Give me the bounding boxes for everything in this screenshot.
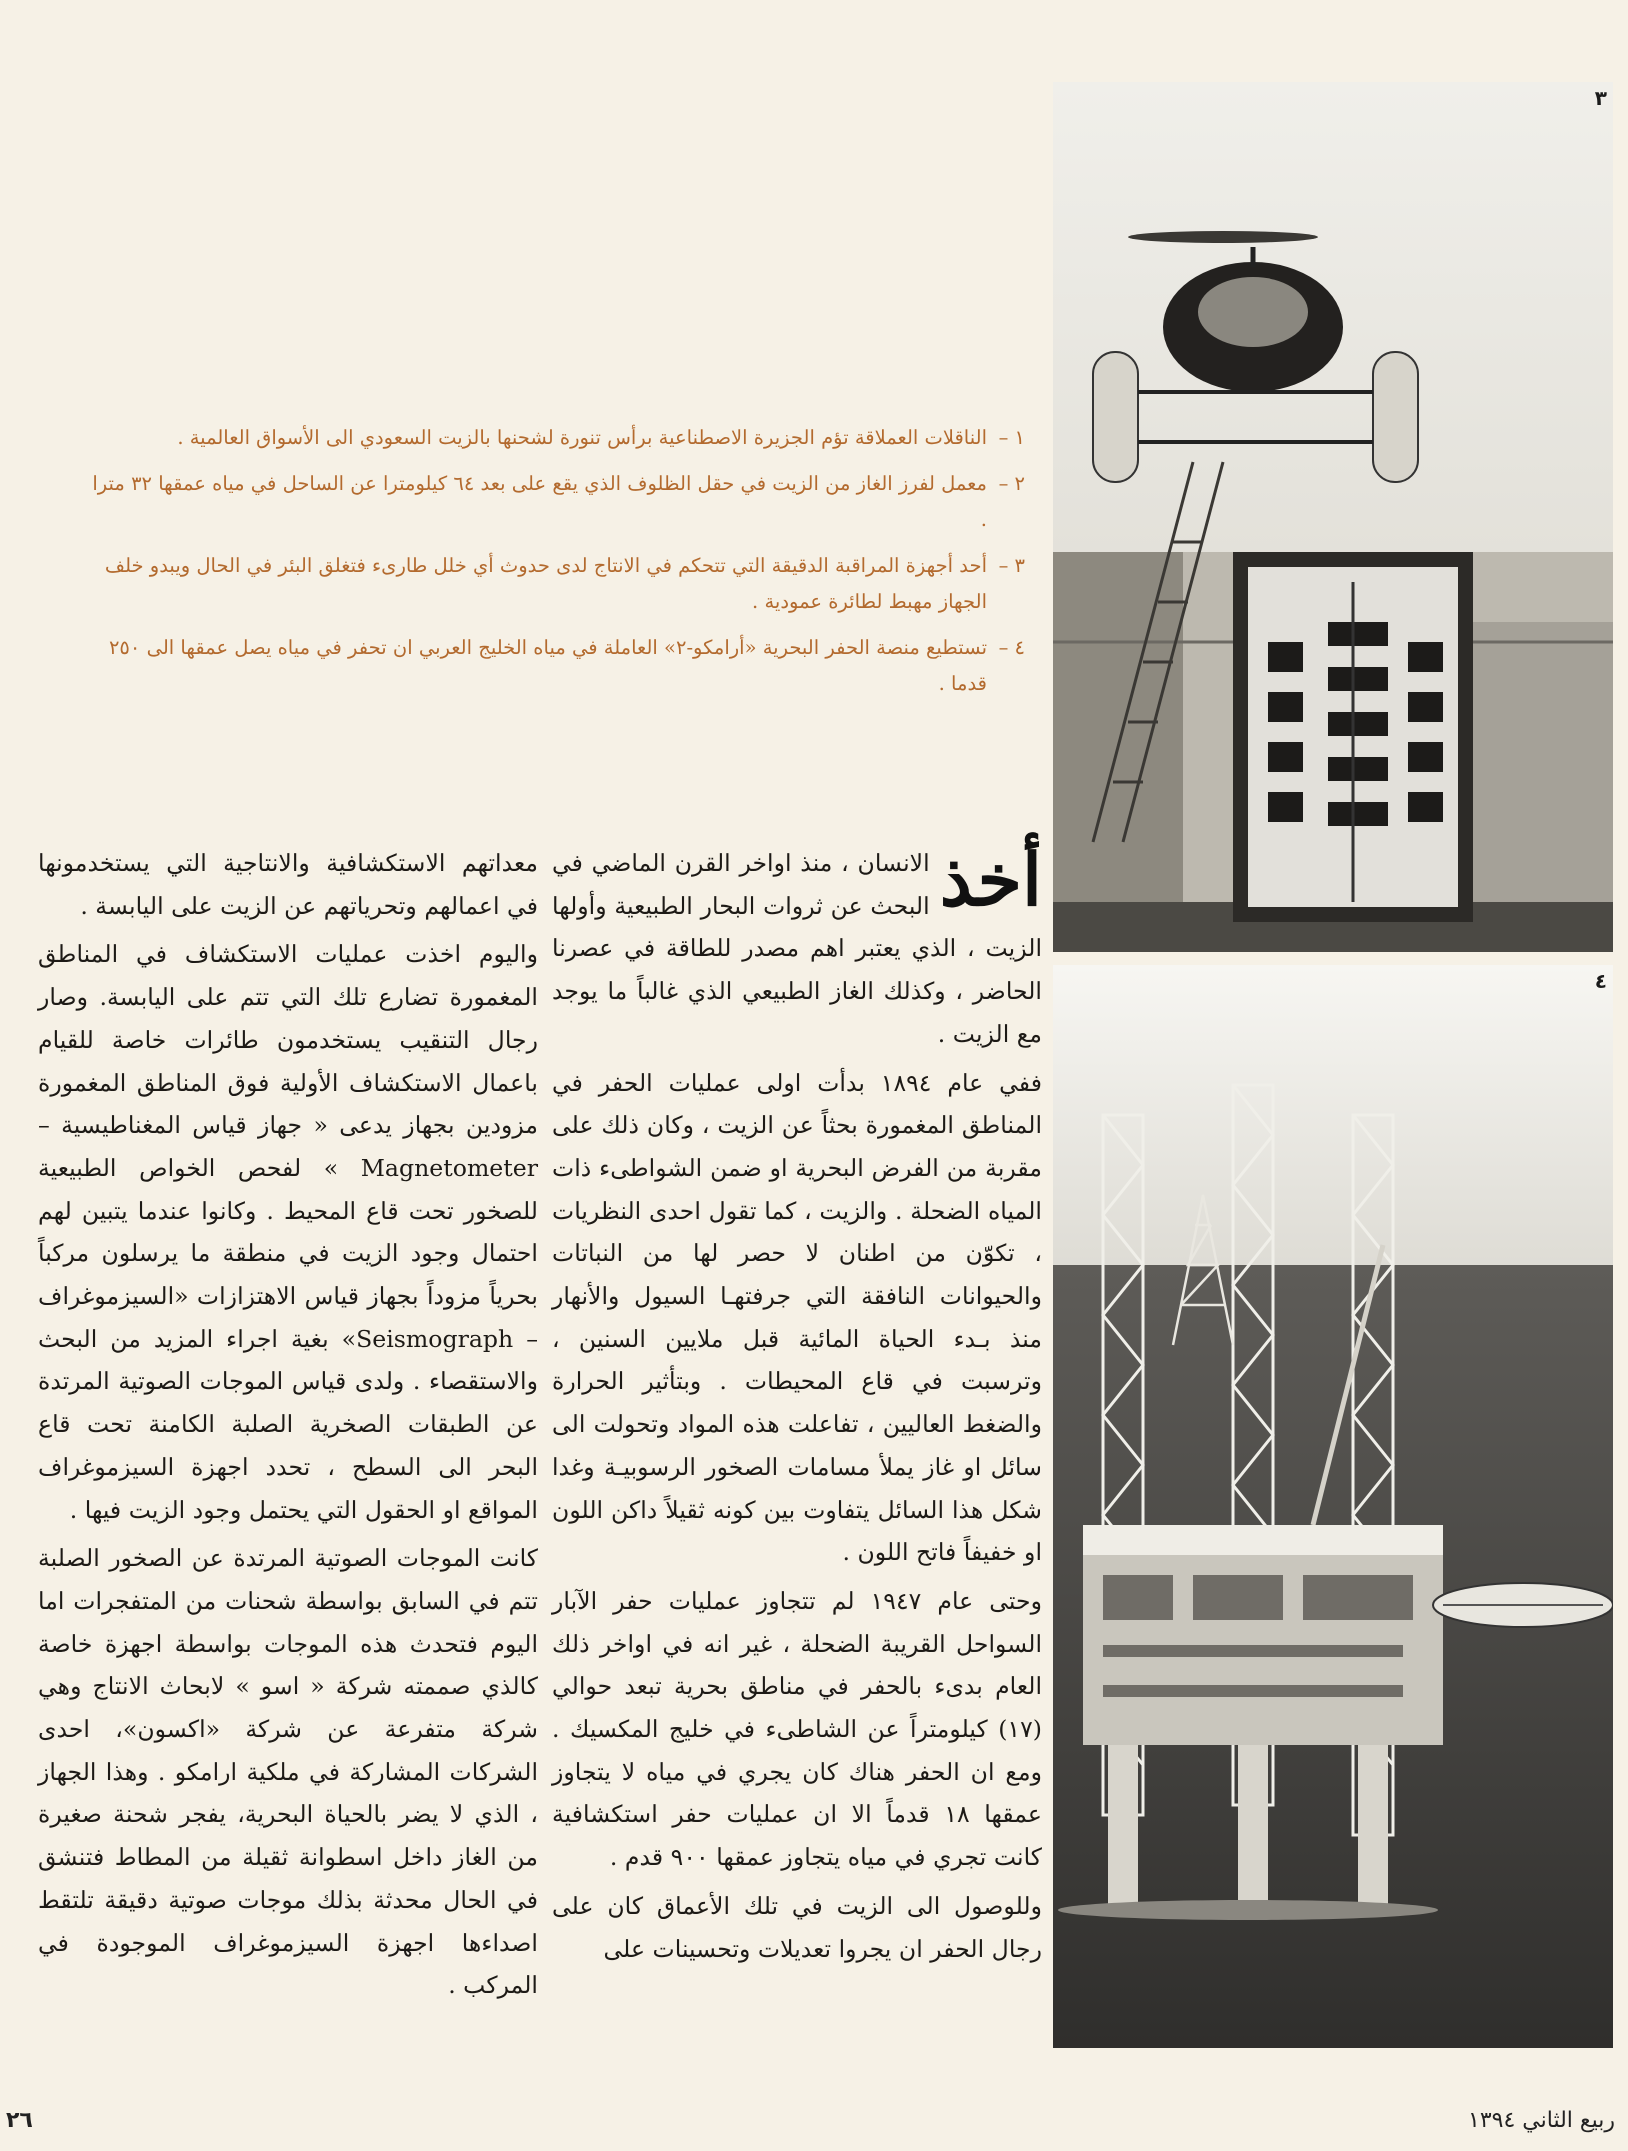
article-paragraph: واليوم اخذت عمليات الاستكشاف في المناطق المغمورة تضارع تلك التي تتم على اليابسة. وصار رجال التنقيب يستخدمون طائرات خاصة للقيام باعمال الاستكشاف الأولية فوق المناطق المغمورة مزودين بجهاز يدعى « جهاز قياس المغناطيسية – Magnetometer » لفحص الخواص الطبيعية للصخور تحت قاع المحيط . وكانوا عندما يتبين لهم احتمال وجود الزيت في منطقة ما يرسلون مركباً بحرياً مزوداً بجهاز قياس الاهتزازات «السيزموغراف – Seismograph» بغية اجراء المزيد من البحث والاستقصاء . ولدى قياس الموجات الصوتية المرتدة عن الطبقات الصخرية الصلبة الكامنة تحت قاع البحر الى السطح ، تحدد اجهزة السيزموغراف المواقع او الحقول التي يحتمل وجود الزيت فيها . <box>38 940 539 1524</box>
caption-number: ٤ – <box>998 636 1025 659</box>
article-paragraph: معداتهم الاستكشافية والانتاجية التي يستخدمونها في اعمالهم وتحرياتهم عن الزيت على اليابسة . <box>38 849 538 920</box>
photo-helicopter-control-panel <box>1053 82 1613 952</box>
photo-captions <box>90 420 1025 712</box>
caption-2 <box>90 466 1025 538</box>
article-paragraph: ففي عام ١٨٩٤ بدأت اولى عمليات الحفر في المناطق المغمورة بحثاً عن الزيت ، وكان ذلك على مقربة من الفرض البحرية او ضمن الشواطىء ذات المياه الضحلة . والزيت ، كما تقول احدى النظريات ، تكوّن من اطنان لا حصر لها من النباتات والحيوانات النافقة التي جرفتهـا السيول والأنهار منذ بـدء الحياة المائية قبل ملايين السنين ، وترسبت في قاع المحيطات . وبتأثير الحرارة والضغط العاليين ، تفاعلت هذه المواد وتحولت الى سائل او غاز يملأ مسامات الصخور الرسوبيـة وغدا شكل هذا السائل يتفاوت بين كونه ثقيلاً داكن اللون او خفيفاً فاتح اللون . <box>552 1068 1042 1567</box>
page-number: ٢٦ <box>6 2108 33 2133</box>
caption-3 <box>90 548 1025 620</box>
helicopter-control-panel-illustration <box>1053 82 1613 952</box>
photo-number-4: ٤ <box>1594 969 1607 993</box>
article-column-right <box>552 837 1043 1970</box>
article-paragraph <box>552 837 1042 1056</box>
article-paragraph-text: الانسان ، منذ اواخر القرن الماضي في البحث عن ثروات البحار الطبيعية وأولها الزيت ، الذي يعتبر اهم مصدر للطاقة في عصرنا الحاضر ، وكذلك الغاز الطبيعي الذي غالباً ما يوجد مع الزيت . <box>552 849 1042 1048</box>
dropcap-word: أخذ <box>939 837 1042 922</box>
caption-number: ٢ – <box>998 472 1025 495</box>
caption-number: ١ – <box>998 426 1025 449</box>
article-column-left <box>38 842 538 2007</box>
article-paragraph: وحتى عام ١٩٤٧ لم تتجاوز عمليات حفر الآبار السواحل القريبة الضحلة ، غير انه في اواخر ذلك العام بدىء بالحفر في مناطق بحرية تبعد حوالي (١٧) كيلومتراً عن الشاطىء في خليج المكسيك . ومع ان الحفر هناك كان يجري في مياه لا يتجاوز عمقها ١٨ قدماً الا ان عمليات حفر استكشافية كانت تجري في مياه يتجاوز عمقها ٩٠٠ قدم . <box>552 1586 1043 1872</box>
caption-number: ٣ – <box>998 554 1025 577</box>
issue-date: ربيع الثاني ١٣٩٤ <box>1468 2108 1615 2133</box>
caption-text: أحد أجهزة المراقبة الدقيقة التي تتحكم في الانتاج لدى حدوث أي خلل طارىء فتغلق البئر في الحال ويبدو خلف الجهاز مهبط لطائرة عمودية . <box>104 554 987 613</box>
caption-text: معمل لفرز الغاز من الزيت في حقل الظلوف الذي يقع على بعد ٦٤ كيلومترا عن الساحل في مياه عمقها ٣٢ مترا . <box>92 472 987 531</box>
article-paragraph: وللوصول الى الزيت في تلك الأعماق كان على رجال الحفر ان يجروا تعديلات وتحسينات على <box>552 1891 1042 1963</box>
photo-offshore-drilling-rig <box>1053 965 1613 2048</box>
caption-text: تستطيع منصة الحفر البحرية «أرامكو-٢» العاملة في مياه الخليج العربي ان تحفر في مياه يصل عمقها الى ٢٥٠ قدما . <box>108 636 987 695</box>
offshore-rig-illustration <box>1053 965 1613 2048</box>
article-paragraph: كانت الموجات الصوتية المرتدة عن الصخور الصلبة تتم في السابق بواسطة شحنات من المتفجرات اما اليوم فتحدث هذه الموجات بواسطة اجهزة خاصة كالذي صممته شركة « اسو » لابحاث الانتاج وهي شركة متفرعة عن شركة «اكسون»، احدى الشركات المشاركة في ملكية ارامكو . وهذا الجهاز ، الذي لا يضر بالحياة البحرية، يفجر شحنة صغيرة من الغاز داخل اسطوانة ثقيلة من المطاط فتنشق في الحال محدثة بذلك موجات صوتية دقيقة تلتقط اصداءها اجهزة السيزموغراف الموجودة في المركب . <box>38 1544 538 2000</box>
photo-number-3: ٣ <box>1594 86 1607 110</box>
caption-1 <box>90 420 1025 456</box>
caption-4 <box>90 630 1025 702</box>
caption-text: الناقلات العملاقة تؤم الجزيرة الاصطناعية برأس تنورة لشحنها بالزيت السعودي الى الأسواق العالمية . <box>177 426 987 449</box>
